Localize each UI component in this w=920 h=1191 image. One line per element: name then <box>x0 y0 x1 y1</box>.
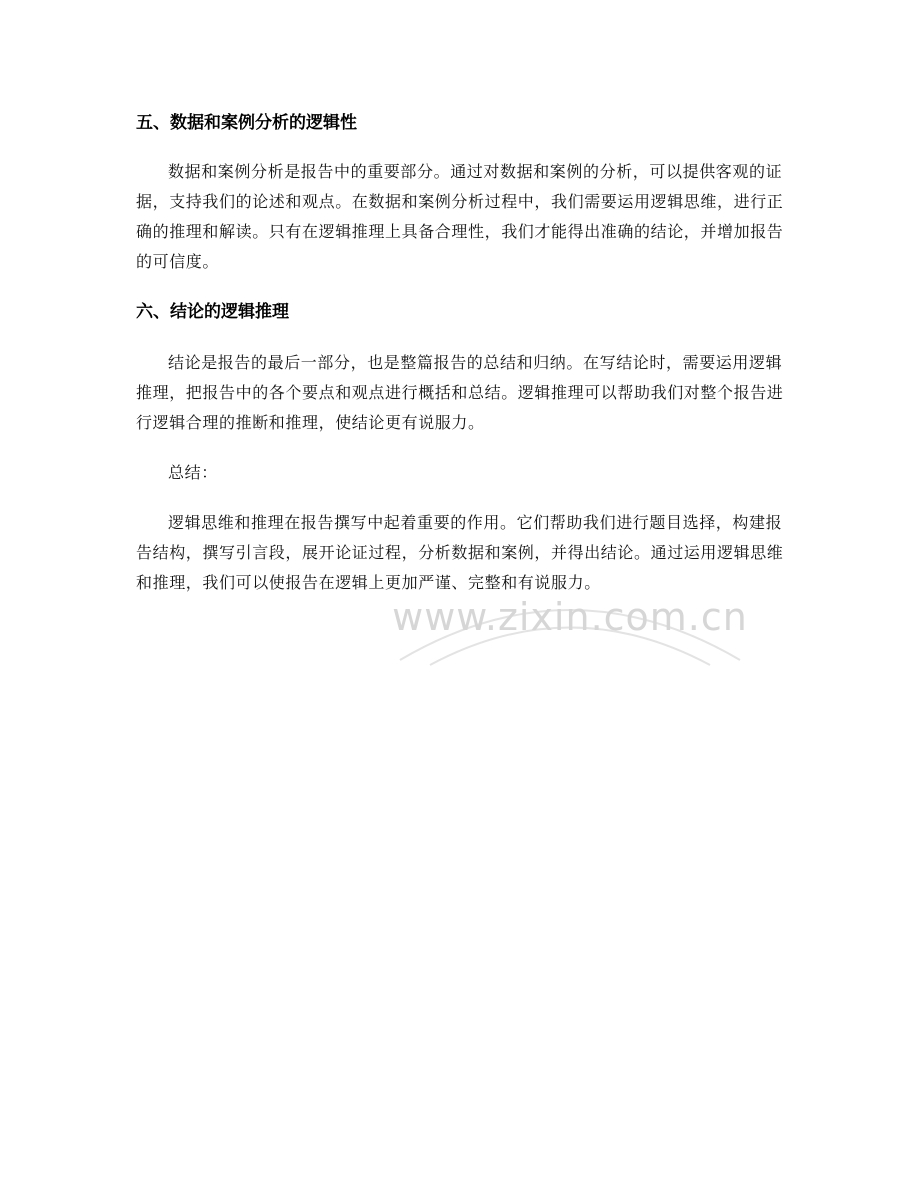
section-heading-conclusion: 六、结论的逻辑推理 <box>136 302 289 322</box>
section-heading-data-analysis: 五、数据和案例分析的逻辑性 <box>136 113 357 133</box>
summary-paragraph: 逻辑思维和推理在报告撰写中起着重要的作用。它们帮助我们进行题目选择，构建报告结构，撰写引言段，展开论证过程，分析数据和案例，并得出结论。通过运用逻辑思维和推理，我们可以使报告在逻辑上更加严谨、完整和有说服力。 <box>136 513 784 592</box>
summary-label: 总结： <box>168 463 218 482</box>
watermark-text: www.zixin.com.cn <box>392 595 748 639</box>
section-paragraph-data-analysis: 数据和案例分析是报告中的重要部分。通过对数据和案例的分析，可以提供客观的证据，支持我们的论述和观点。在数据和案例分析过程中，我们需要运用逻辑思维，进行正确的推理和解读。只有在逻辑推理上具备合理性，我们才能得出准确的结论，并增加报告的可信度。 <box>136 162 784 271</box>
section-paragraph-conclusion: 结论是报告的最后一部分，也是整篇报告的总结和归纳。在写结论时，需要运用逻辑推理，把报告中的各个要点和观点进行概括和总结。逻辑推理可以帮助我们对整个报告进行逻辑合理的推断和推理，使结论更有说服力。 <box>136 353 784 432</box>
document-body <box>136 108 786 598</box>
